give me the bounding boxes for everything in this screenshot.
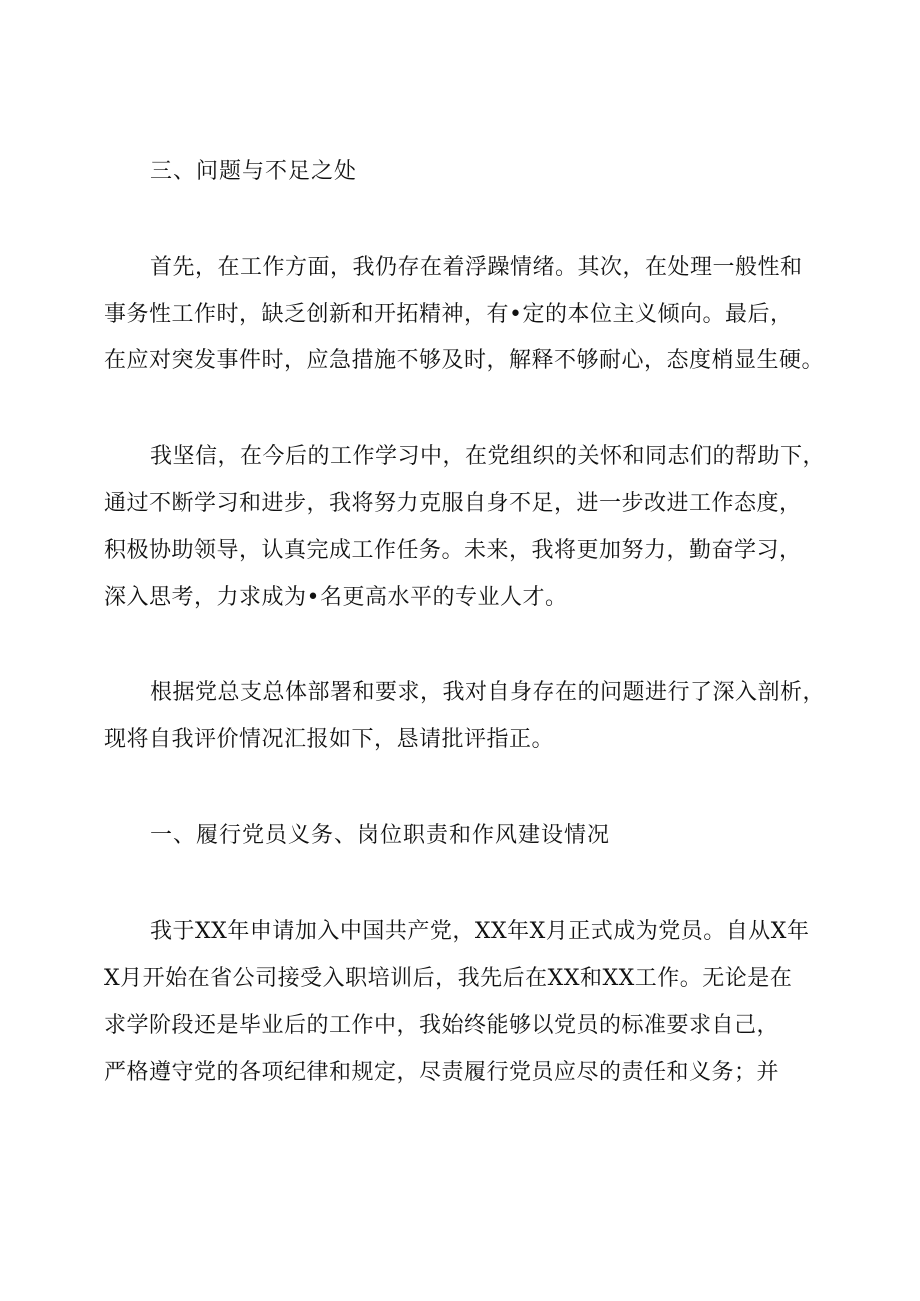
paragraph-line: 深入思考，力求成为•名更高水平的专业人才。 (104, 585, 568, 610)
paragraph-line: 积极协助领导，认真完成工作任务。未来，我将更加努力，勤奋学习， (104, 538, 802, 563)
section-heading-problems: 三、问题与不足之处 (150, 159, 358, 184)
paragraph-line: 我于XX年申请加入中国共产党，XX年X月正式成为党员。自从X年 (150, 919, 810, 944)
paragraph-line: 在应对突发事件时，应急措施不够及时，解释不够耐心，态度梢显生硬。 (104, 348, 825, 373)
paragraph-line: 事务性工作时，缺乏创新和开拓精神，有•定的本位主义倾向。最后， (104, 302, 793, 327)
paragraph-line: 根据党总支总体部署和要求，我对自身存在的问题进行了深入剖析， (150, 680, 826, 705)
paragraph-line: X月开始在省公司接受入职培训后，我先后在XX和XX工作。无论是在 (104, 966, 793, 991)
paragraph-line: 通过不断学习和进步，我将努力克服自身不足，进一步改进工作态度， (104, 491, 802, 516)
paragraph-line: 首先，在工作方面，我仍存在着浮躁情绪。其次，在处理一般性和 (150, 255, 803, 280)
paragraph-line: 严格遵守党的各项纪律和规定，尽责履行党员应尽的责任和义务；并 (104, 1060, 780, 1085)
section-heading-duties: 一、履行党员义务、岗位职责和作风建设情况 (150, 823, 611, 848)
paragraph-line: 我坚信，在今后的工作学习中，在党组织的关怀和同志们的帮助下， (150, 444, 826, 469)
paragraph-line: 现将自我评价情况汇报如下，恳请批评指正。 (104, 727, 555, 752)
paragraph-line: 求学阶段还是毕业后的工作中，我始终能够以党员的标准要求自己， (104, 1013, 780, 1038)
